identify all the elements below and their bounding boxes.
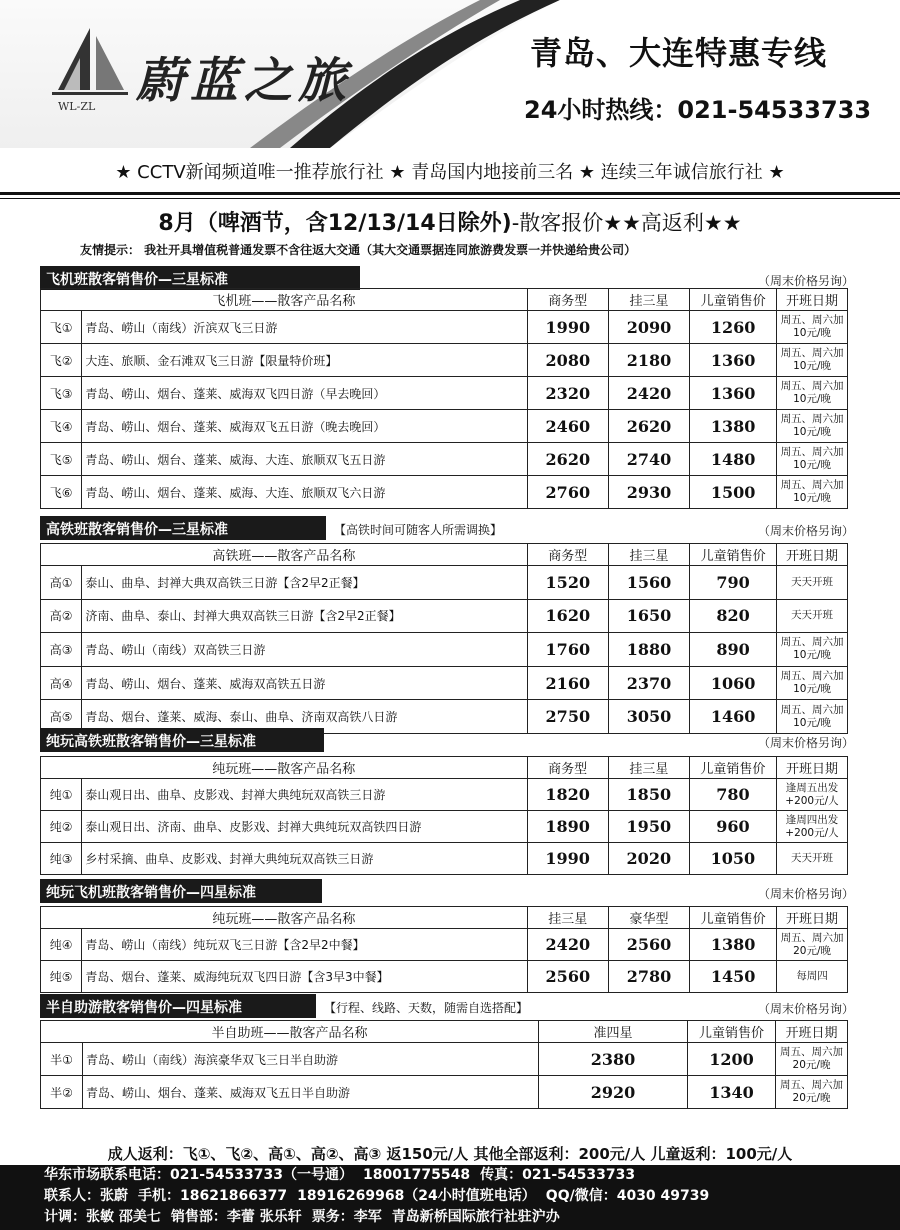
price-table (40, 906, 848, 993)
price-cell: 3050 (608, 700, 689, 734)
product-code: 飞④ (41, 410, 82, 443)
open-date-cell: 周五、周六加10元/晚 (777, 377, 848, 410)
column-header: 开班日期 (777, 907, 848, 929)
table-row (41, 929, 848, 961)
column-header: 开班日期 (777, 289, 848, 311)
footer-contact (0, 1165, 900, 1230)
product-name: 青岛、崂山、烟台、蓬莱、威海双飞五日游（晚去晚回） (82, 410, 527, 443)
column-header: 开班日期 (776, 757, 847, 779)
product-name: 泰山观日出、曲阜、皮影戏、封禅大典纯玩双高铁三日游 (82, 779, 527, 811)
price-cell: 1850 (608, 779, 689, 811)
price-table (40, 756, 848, 875)
table-header-row (41, 907, 848, 929)
child-price-cell: 1340 (688, 1076, 776, 1109)
footer-qq: QQ/微信：4030 49739 (545, 1188, 710, 1204)
product-name: 大连、旅顺、金石滩双飞三日游【限量特价班】 (82, 344, 527, 377)
product-code: 飞⑥ (41, 476, 82, 509)
table-row (41, 476, 848, 509)
column-header: 儿童销售价 (689, 757, 776, 779)
logo-text: 蔚蓝之旅 (136, 53, 353, 109)
open-date-cell: 周五、周六加10元/晚 (777, 700, 848, 734)
price-cell: 2930 (608, 476, 689, 509)
product-name: 青岛、崂山（南线）纯玩双飞三日游【含2早2中餐】 (82, 929, 527, 961)
section-note: 【高铁时间可随客人所需调换】 (334, 523, 503, 537)
table-row (41, 961, 848, 993)
footer-mobile-2: 18916269968（24小时值班电话） (297, 1188, 536, 1204)
product-name: 青岛、崂山（南线）沂滨双飞三日游 (82, 311, 527, 344)
price-cell: 2750 (527, 700, 608, 734)
table-row (41, 410, 848, 443)
rebate-text: 元/人 其他全部返利： (432, 1145, 579, 1163)
open-date-cell: 天天开班 (777, 599, 848, 633)
price-cell: 1990 (527, 843, 608, 875)
open-date-cell: 周五、周六加20元/晚 (776, 1076, 848, 1109)
table-header-row (41, 757, 848, 779)
child-price-cell: 1200 (688, 1043, 776, 1076)
price-cell: 2370 (608, 666, 689, 700)
column-header: 半自助班——散客产品名称 (41, 1021, 539, 1043)
footer-phone: 华东市场联系电话：021-54533733（一号通） (44, 1167, 353, 1183)
footer-fax: 传真：021-54533733 (480, 1167, 636, 1183)
column-header: 开班日期 (777, 544, 848, 566)
subtitle-rest: -散客报价★★高返利★★ (511, 211, 742, 235)
table-row (41, 344, 848, 377)
open-date-cell: 周五、周六加10元/晚 (777, 666, 848, 700)
table-header-row (41, 544, 848, 566)
column-header: 儿童销售价 (690, 907, 777, 929)
child-price-cell: 960 (689, 811, 776, 843)
table-header-row (41, 289, 848, 311)
footer-line-3 (44, 1207, 900, 1228)
table-row (41, 311, 848, 344)
product-code: 高④ (41, 666, 82, 700)
child-price-cell: 790 (690, 566, 777, 600)
price-cell: 2760 (527, 476, 608, 509)
footer-phone-2: 18001775548 (362, 1167, 471, 1183)
rebate-value: 100 (725, 1145, 757, 1163)
product-code: 纯② (41, 811, 82, 843)
divider (0, 192, 900, 195)
price-cell: 1650 (608, 599, 689, 633)
open-date-cell: 周五、周六加10元/晚 (777, 476, 848, 509)
price-cell: 1990 (527, 311, 608, 344)
open-date-cell: 周五、周六加20元/晚 (776, 1043, 848, 1076)
child-price-cell: 1460 (690, 700, 777, 734)
footer-line-2 (44, 1186, 900, 1207)
price-table (40, 288, 848, 509)
child-price-cell: 1380 (690, 410, 777, 443)
header (0, 0, 900, 148)
product-code: 飞③ (41, 377, 82, 410)
column-header: 商务型 (527, 544, 608, 566)
rebate-line (0, 1143, 900, 1164)
product-code: 高① (41, 566, 82, 600)
footer-mobile: 手机：18621866377 (138, 1188, 288, 1204)
price-cell: 2080 (527, 344, 608, 377)
table-row (41, 1043, 848, 1076)
section-title: 高铁班散客销售价—三星标准 (40, 516, 326, 540)
column-header: 儿童销售价 (690, 289, 777, 311)
product-name: 青岛、崂山、烟台、蓬莱、威海双飞四日游（早去晚回） (82, 377, 527, 410)
column-header: 纯玩班——散客产品名称 (41, 757, 528, 779)
rebate-text: 成人返利：飞①、飞②、高①、高②、高③ 返 (107, 1145, 402, 1163)
product-code: 纯⑤ (41, 961, 82, 993)
product-name: 青岛、崂山（南线）双高铁三日游 (82, 633, 527, 667)
product-name: 青岛、崂山、烟台、蓬莱、威海、大连、旅顺双飞五日游 (82, 443, 527, 476)
product-name: 泰山观日出、济南、曲阜、皮影戏、封禅大典纯玩双高铁四日游 (82, 811, 527, 843)
child-price-cell: 1260 (690, 311, 777, 344)
slogan: ★ CCTV新闻频道唯一推荐旅行社 ★ 青岛国内地接前三名 ★ 连续三年诚信旅行社 ★ (115, 162, 785, 183)
column-header: 挂三星 (608, 757, 689, 779)
column-header: 豪华型 (608, 907, 689, 929)
price-cell: 2780 (608, 961, 689, 993)
product-code: 飞② (41, 344, 82, 377)
weekend-price-note: （周末价格另询） (757, 887, 854, 901)
sail-logo-icon (50, 28, 130, 100)
footer-line-1 (44, 1165, 900, 1186)
section-title: 纯玩高铁班散客销售价—三星标准 (40, 728, 324, 752)
price-cell: 1520 (527, 566, 608, 600)
child-price-cell: 1500 (690, 476, 777, 509)
page-title: 青岛、大连特惠专线 (530, 34, 828, 72)
price-table (40, 543, 848, 734)
footer-company: 青岛新桥国际旅行社驻沪办 (391, 1209, 560, 1225)
column-header: 儿童销售价 (688, 1021, 776, 1043)
product-name: 乡村采摘、曲阜、皮影戏、封禅大典纯玩双高铁三日游 (82, 843, 527, 875)
table-row (41, 666, 848, 700)
product-name: 青岛、崂山、烟台、蓬莱、威海双飞五日半自助游 (83, 1076, 539, 1109)
logo (40, 28, 370, 128)
rebate-text: 元/人 (756, 1145, 793, 1163)
table-row (41, 599, 848, 633)
price-cell: 2560 (527, 961, 608, 993)
child-price-cell: 1450 (690, 961, 777, 993)
table-row (41, 566, 848, 600)
column-header: 挂三星 (608, 544, 689, 566)
footer-ticketing: 票务：李军 (311, 1209, 382, 1225)
price-cell: 2160 (527, 666, 608, 700)
table-row (41, 779, 848, 811)
product-code: 半② (41, 1076, 83, 1109)
logo-sub-text: WL-ZL (58, 100, 96, 113)
table-row (41, 633, 848, 667)
child-price-cell: 1050 (689, 843, 776, 875)
footer-contact-person: 联系人：张蔚 (44, 1188, 128, 1204)
product-name: 青岛、烟台、蓬莱、威海纯玩双飞四日游【含3早3中餐】 (82, 961, 527, 993)
column-header: 商务型 (527, 289, 608, 311)
product-name: 青岛、崂山、烟台、蓬莱、威海双高铁五日游 (82, 666, 527, 700)
price-cell: 2380 (539, 1043, 688, 1076)
open-date-cell: 周五、周六加10元/晚 (777, 410, 848, 443)
price-cell: 2180 (608, 344, 689, 377)
rebate-value: 150 (401, 1145, 433, 1163)
hotline: 24小时热线：021-54533733 (524, 96, 872, 124)
product-name: 青岛、崂山（南线）海滨豪华双飞三日半自助游 (83, 1043, 539, 1076)
table-row (41, 843, 848, 875)
price-cell: 2460 (527, 410, 608, 443)
product-code: 高⑤ (41, 700, 82, 734)
child-price-cell: 1380 (690, 929, 777, 961)
divider (0, 198, 900, 199)
price-cell: 1880 (608, 633, 689, 667)
column-header: 高铁班——散客产品名称 (41, 544, 528, 566)
column-header: 挂三星 (527, 907, 608, 929)
column-header: 儿童销售价 (690, 544, 777, 566)
column-header: 飞机班——散客产品名称 (41, 289, 528, 311)
open-date-cell: 周五、周六加10元/晚 (777, 311, 848, 344)
price-cell: 2920 (539, 1076, 688, 1109)
product-code: 高③ (41, 633, 82, 667)
product-name: 青岛、崂山、烟台、蓬莱、威海、大连、旅顺双飞六日游 (82, 476, 527, 509)
column-header: 商务型 (527, 757, 608, 779)
product-code: 高② (41, 599, 82, 633)
price-cell: 2020 (608, 843, 689, 875)
weekend-price-note: （周末价格另询） (757, 1002, 854, 1016)
price-cell: 1560 (608, 566, 689, 600)
table-row (41, 377, 848, 410)
open-date-cell: 周五、周六加20元/晚 (777, 929, 848, 961)
child-price-cell: 1360 (690, 344, 777, 377)
product-code: 半① (41, 1043, 83, 1076)
weekend-price-note: （周末价格另询） (757, 274, 854, 288)
column-header: 开班日期 (776, 1021, 848, 1043)
price-cell: 2620 (527, 443, 608, 476)
open-date-cell: 天天开班 (776, 843, 847, 875)
footer-planner: 计调：张敏 邵美七 (44, 1209, 161, 1225)
price-cell: 1820 (527, 779, 608, 811)
product-name: 青岛、烟台、蓬莱、威海、泰山、曲阜、济南双高铁八日游 (82, 700, 527, 734)
subtitle-bold: 8月（啤酒节，含12/13/14日除外) (158, 211, 512, 236)
product-code: 纯③ (41, 843, 82, 875)
open-date-cell: 逢周五出发+200元/人 (776, 779, 847, 811)
child-price-cell: 1060 (690, 666, 777, 700)
section-title: 纯玩飞机班散客销售价—四星标准 (40, 879, 322, 903)
price-subtitle (0, 206, 900, 237)
price-cell: 2090 (608, 311, 689, 344)
child-price-cell: 1360 (690, 377, 777, 410)
table-row (41, 1076, 848, 1109)
price-cell: 2320 (527, 377, 608, 410)
product-code: 飞⑤ (41, 443, 82, 476)
open-date-cell: 每周四 (777, 961, 848, 993)
weekend-price-note: （周末价格另询） (757, 524, 854, 538)
table-row (41, 443, 848, 476)
open-date-cell: 天天开班 (777, 566, 848, 600)
child-price-cell: 890 (690, 633, 777, 667)
open-date-cell: 周五、周六加10元/晚 (777, 443, 848, 476)
child-price-cell: 780 (689, 779, 776, 811)
open-date-cell: 周五、周六加10元/晚 (777, 633, 848, 667)
rebate-value: 200 (578, 1145, 610, 1163)
footer-sales: 销售部：李蕾 张乐轩 (170, 1209, 302, 1225)
price-cell: 1620 (527, 599, 608, 633)
tip-text: 友情提示： 我社开具增值税普通发票不含往返大交通（其大交通票据连同旅游费发票一并快递给贵公司） (80, 243, 637, 257)
child-price-cell: 820 (690, 599, 777, 633)
price-cell: 2620 (608, 410, 689, 443)
price-table (40, 1020, 848, 1109)
table-row (41, 811, 848, 843)
price-cell: 1890 (527, 811, 608, 843)
weekend-price-note: （周末价格另询） (757, 736, 854, 750)
price-cell: 2560 (608, 929, 689, 961)
section-note: 【行程、线路、天数，随需自选搭配】 (324, 1001, 529, 1015)
product-name: 泰山、曲阜、封禅大典双高铁三日游【含2早2正餐】 (82, 566, 527, 600)
product-code: 纯① (41, 779, 82, 811)
price-cell: 2420 (527, 929, 608, 961)
column-header: 挂三星 (608, 289, 689, 311)
rebate-text: 元/人 儿童返利： (609, 1145, 726, 1163)
price-cell: 1950 (608, 811, 689, 843)
open-date-cell: 逢周四出发+200元/人 (776, 811, 847, 843)
product-code: 纯④ (41, 929, 82, 961)
column-header: 纯玩班——散客产品名称 (41, 907, 528, 929)
column-header: 准四星 (539, 1021, 688, 1043)
price-cell: 1760 (527, 633, 608, 667)
child-price-cell: 1480 (690, 443, 777, 476)
product-code: 飞① (41, 311, 82, 344)
section-title: 半自助游散客销售价—四星标准 (40, 994, 316, 1018)
table-header-row (41, 1021, 848, 1043)
product-name: 济南、曲阜、泰山、封禅大典双高铁三日游【含2早2正餐】 (82, 599, 527, 633)
section-title: 飞机班散客销售价—三星标准 (40, 266, 360, 290)
price-cell: 2420 (608, 377, 689, 410)
open-date-cell: 周五、周六加10元/晚 (777, 344, 848, 377)
price-cell: 2740 (608, 443, 689, 476)
